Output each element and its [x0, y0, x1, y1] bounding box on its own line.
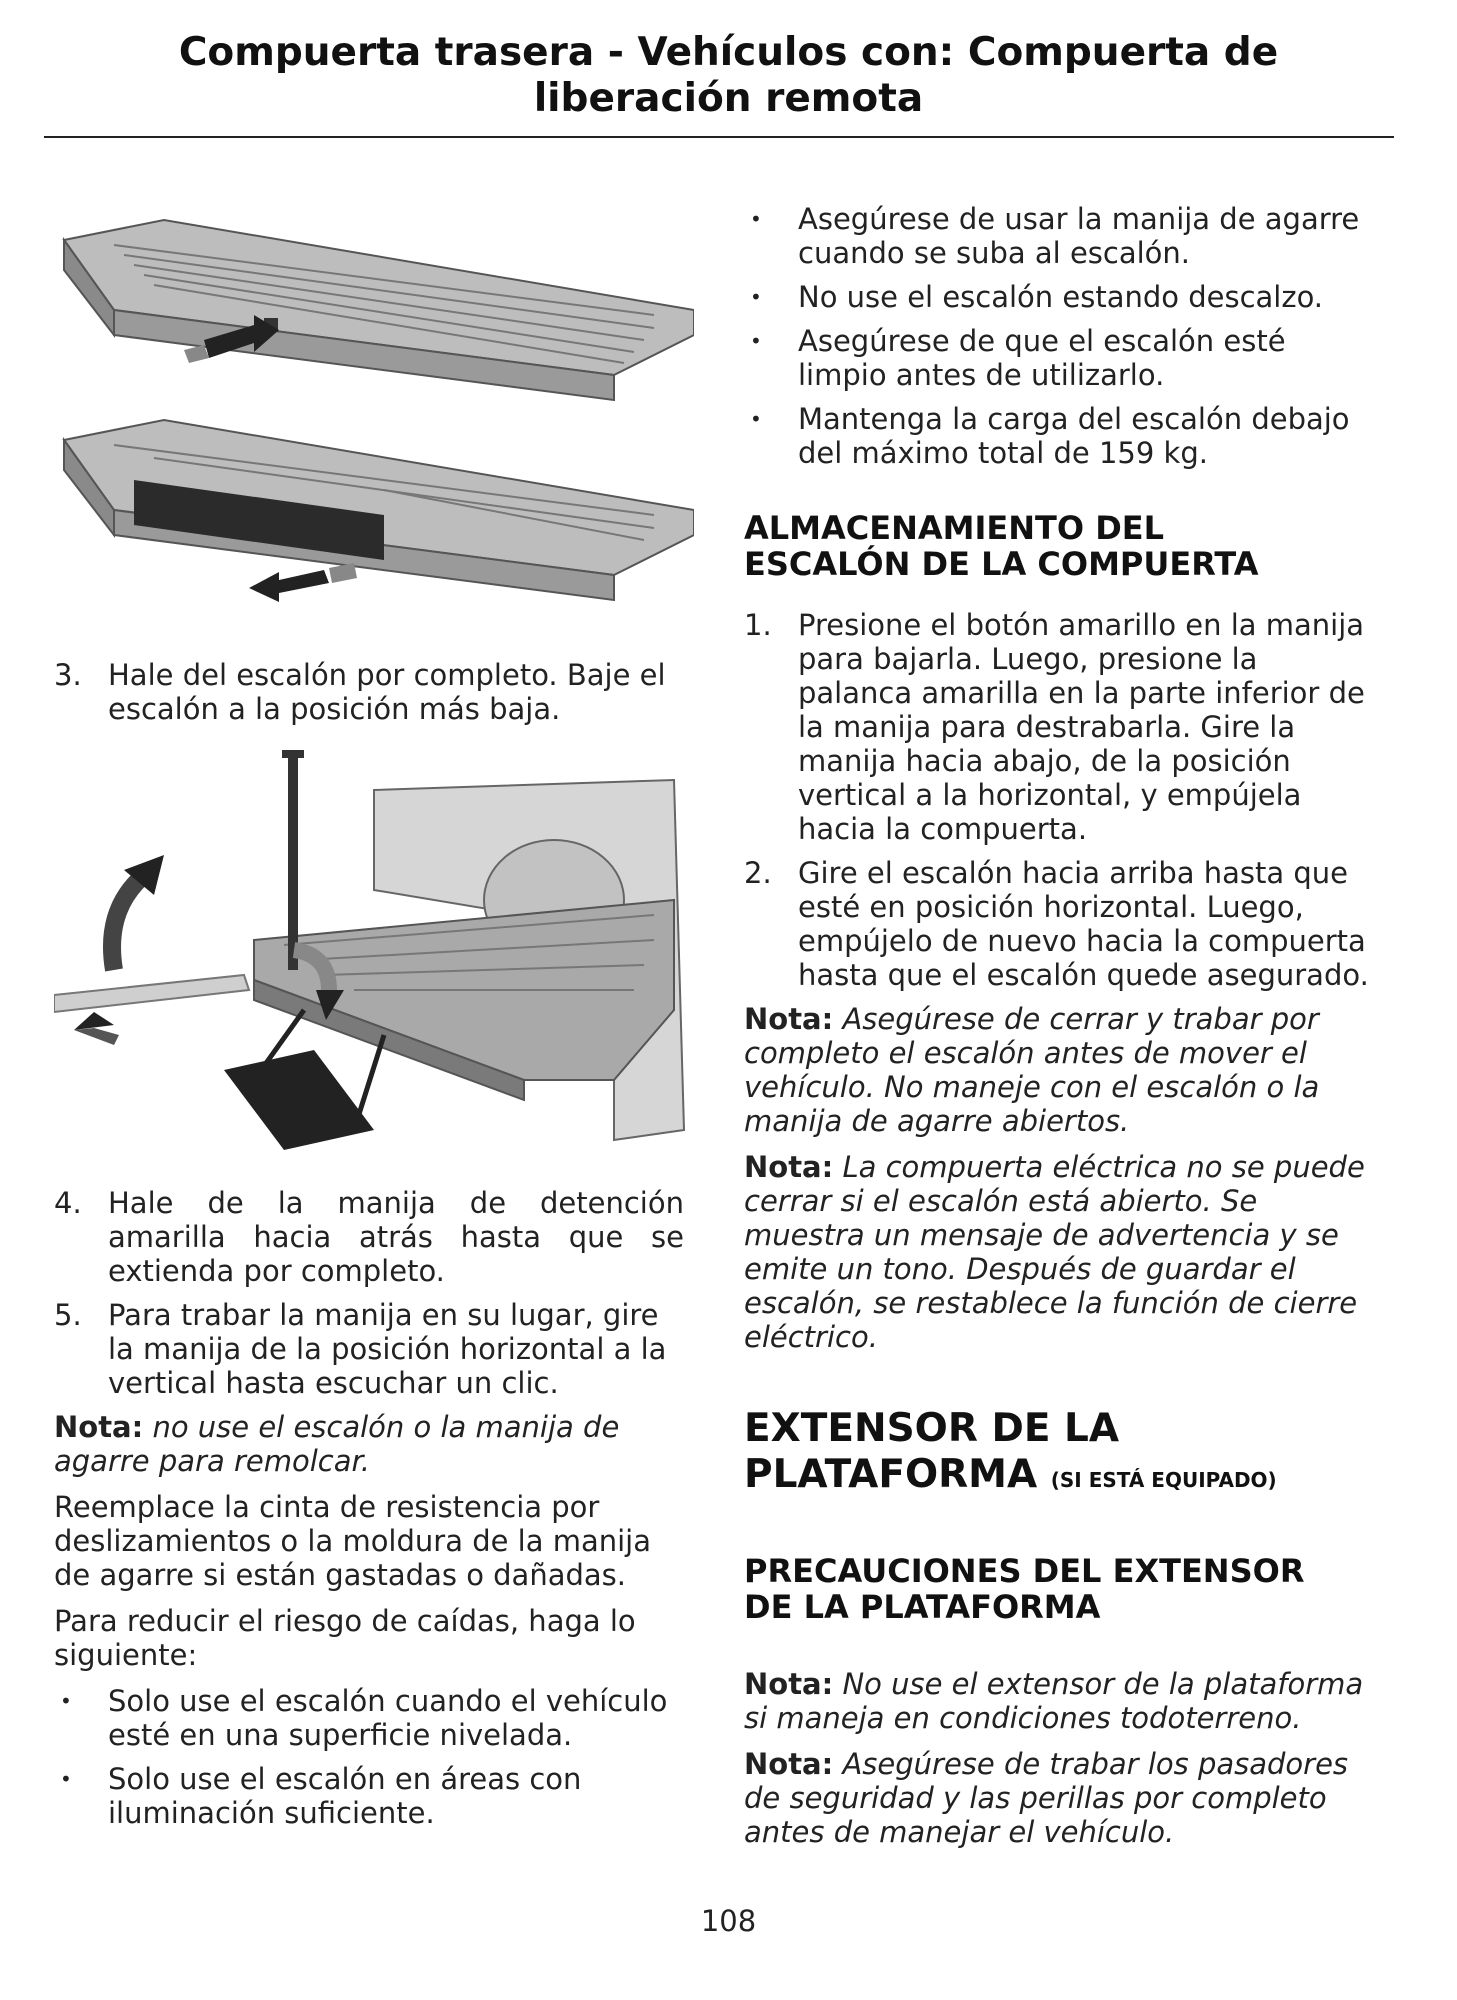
equipped-qualifier: (SI ESTÁ EQUIPADO)	[1050, 1468, 1277, 1492]
page-title	[0, 30, 1457, 122]
list-item: • Asegúrese de usar la manija de agarre cuando se suba al escalón.	[750, 202, 1360, 270]
page-title-line1: Compuerta trasera - Vehículos con: Compuerta de	[178, 30, 1279, 75]
bullet-icon: •	[750, 285, 762, 309]
note-label: Nota:	[744, 1667, 834, 1701]
note-text: no use el escalón o la manija de agarre para remolcar.	[54, 1410, 620, 1478]
tailgate-open-illustration	[64, 420, 694, 600]
right-column	[744, 202, 1374, 1861]
page-title-line2: liberación remota	[533, 76, 924, 121]
left-column-lower	[54, 1186, 684, 1840]
bumper-illustration	[54, 975, 249, 1012]
slide-arrow-icon	[74, 1012, 119, 1045]
list-item: • Solo use el escalón en áreas con iluminación suficiente.	[60, 1762, 582, 1830]
note-text: Asegúrese de trabar los pasadores de seguridad y las perillas por completo antes de manejar el vehículo.	[744, 1747, 1349, 1849]
step-text: Para trabar la manija en su lugar, gire la manija de la posición horizontal a la vertical hasta escuchar un clic.	[108, 1298, 667, 1400]
note	[744, 1150, 1374, 1354]
header-divider	[44, 136, 1394, 138]
step-number: 2.	[744, 856, 772, 890]
step-text: Gire el escalón hacia arriba hasta que esté en posición horizontal. Luego, empújelo de nuevo hacia la compuerta hasta que el escalón quede asegurado.	[798, 856, 1369, 992]
rotate-arrow-icon	[112, 855, 164, 970]
note-label: Nota:	[744, 1002, 834, 1036]
list-item: • Asegúrese de que el escalón esté limpio antes de utilizarlo.	[750, 324, 1286, 392]
tailgate-closed-illustration	[64, 220, 694, 400]
bullet-icon: •	[60, 1689, 72, 1713]
list-item	[54, 1186, 684, 1288]
pull-arrow-icon	[249, 563, 357, 602]
list-item	[744, 608, 1374, 846]
step-number: 3.	[54, 658, 82, 692]
section-heading: PRECAUCIONES DEL EXTENSOR DE LA PLATAFORMA	[744, 1552, 1305, 1626]
tailgate-step-handle-figure	[54, 750, 694, 1150]
list-item: • Solo use el escalón cuando el vehículo esté en una superficie nivelada.	[60, 1684, 668, 1752]
list-item: • Mantenga la carga del escalón debajo del máximo total de 159 kg.	[750, 402, 1350, 470]
note-label: Nota:	[54, 1410, 144, 1444]
note	[744, 1002, 1374, 1138]
list-item	[54, 658, 684, 726]
bullet-icon: •	[750, 407, 762, 431]
step-number: 4.	[54, 1186, 82, 1220]
note-text: La compuerta eléctrica no se puede cerrar si el escalón está abierto. Se muestra un mensaje de advertencia y se emite un tono. Después de guardar el escalón, se restablece la función de cierre eléctrico.	[744, 1150, 1365, 1354]
bullet-icon: •	[750, 207, 762, 231]
note-text: No use el extensor de la plataforma si maneja en condiciones todoterreno.	[744, 1667, 1364, 1735]
paragraph: Para reducir el riesgo de caídas, haga lo siguiente:	[54, 1604, 636, 1672]
step-text: Hale de la manija de detención amarilla hacia atrás hasta que se extienda por completo.	[108, 1186, 684, 1288]
section-title: EXTENSOR DE LA PLATAFORMA (SI ESTÁ EQUIPADO)	[744, 1406, 1277, 1497]
step-text: Presione el botón amarillo en la manija para bajarla. Luego, presione la palanca amarilla en la parte inferior de la manija para destrabarla. Gire la manija hacia abajo, de la posición vertical a la horizontal, y empújela hacia la compuerta.	[798, 608, 1365, 846]
note	[54, 1410, 684, 1478]
list-item	[54, 1298, 684, 1400]
note-text: Asegúrese de cerrar y trabar por completo el escalón antes de mover el vehículo. No maneje con el escalón o la manija de agarre abiertos.	[744, 1002, 1320, 1138]
paragraph: Reemplace la cinta de resistencia por deslizamientos o la moldura de la manija de agarre si están gastadas o dañadas.	[54, 1490, 651, 1592]
section-heading: ALMACENAMIENTO DEL ESCALÓN DE LA COMPUERTA	[744, 509, 1259, 583]
note-label: Nota:	[744, 1150, 834, 1184]
step-number: 1.	[744, 608, 772, 642]
list-item: • No use el escalón estando descalzo.	[750, 280, 1324, 314]
note	[744, 1747, 1374, 1849]
left-column-step3	[54, 658, 684, 736]
bullet-icon: •	[60, 1767, 72, 1791]
list-item	[744, 856, 1374, 992]
page-number: 108	[700, 1904, 757, 1938]
tailgate-step-figure	[54, 200, 694, 620]
step-number: 5.	[54, 1298, 82, 1332]
step-text: Hale del escalón por completo. Baje el escalón a la posición más baja.	[108, 658, 666, 726]
note	[744, 1667, 1374, 1735]
bullet-icon: •	[750, 329, 762, 353]
note-label: Nota:	[744, 1747, 834, 1781]
